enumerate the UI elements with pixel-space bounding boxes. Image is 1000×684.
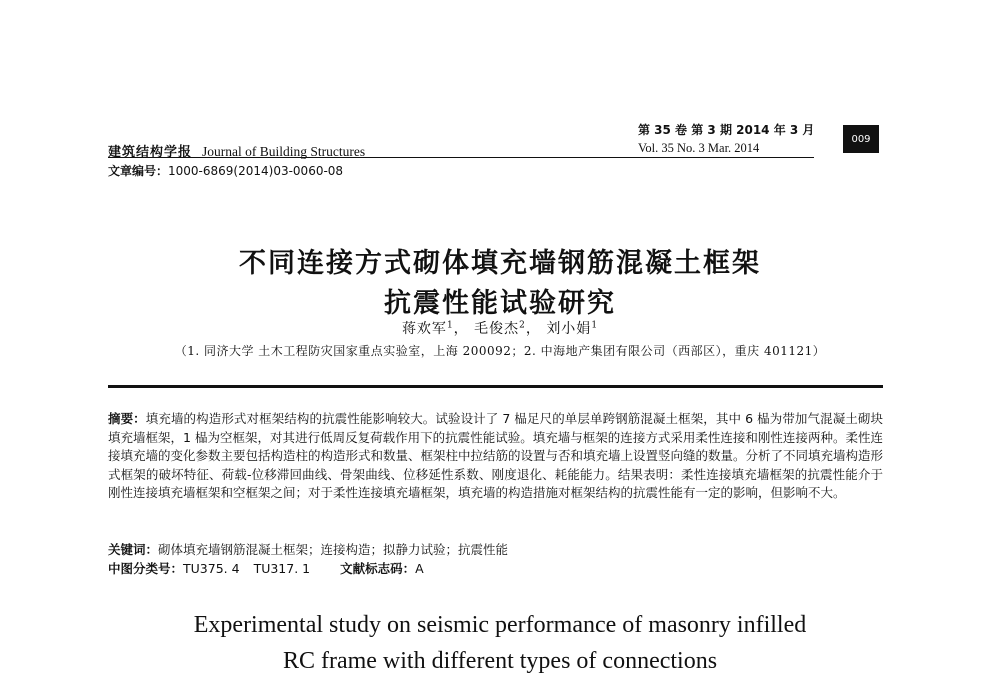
keywords-label: 关键词： (108, 542, 159, 557)
author-2: 毛俊杰 (474, 321, 520, 337)
title-en-line-1: Experimental study on seismic performance of masonry infilled (193, 612, 807, 638)
issue-info-cn: 第 35 卷 第 3 期 2014 年 3 月 (638, 123, 815, 137)
page-number-badge: 009 (843, 125, 879, 153)
doc-code-label: 文献标志码： (340, 561, 416, 576)
keywords-text: 砌体填充墙钢筋混凝土框架；连接构造；拟静力试验；抗震性能 (158, 542, 509, 557)
journal-name-cn: 建筑结构学报 (108, 145, 193, 160)
affiliations: （1. 同济大学 土木工程防灾国家重点实验室，上海 200092；2. 中海地产集团有限公司（西部区），重庆 401121） (174, 344, 826, 358)
issue-info-en: Vol. 35 No. 3 Mar. 2014 (638, 141, 760, 155)
article-number-label: 文章编号： (108, 164, 169, 178)
title-cn-line-2: 抗震性能试验研究 (384, 288, 616, 319)
author-3-affil: 1 (591, 320, 599, 331)
author-2-affil: 2 (519, 320, 526, 331)
journal-name-en: Journal of Building Structures (202, 144, 366, 159)
keywords (108, 540, 508, 558)
section-divider (108, 385, 883, 388)
issue-info (638, 121, 814, 157)
article-number-value: 1000-6869(2014)03-0060-08 (168, 164, 344, 178)
abstract-text: 填充墙的构造形式对框架结构的抗震性能影响较大。试验设计了 7 榀足尺的单层单跨钢筋混凝土框架，其中 6 榀为带加气混凝土砌块填充墙框架，1 榀为空框架，对其进行低周反复荷载作用下的抗震性能试验。填充墙与框架的连接方式采用柔性连接和刚性连接两种。柔性连接填充墙的变化参数主要包括构造柱的构造形式和数量、框架柱中拉结筋的设置与否和填充墙上设置竖向缝的数量。分析了不同填充墙构造形式框架的破坏特征、荷载-位移滞回曲线、骨架曲线、位移延性系数、刚度退化、耗能能力。结果表明：柔性连接填充墙框架的抗震性能介于刚性连接填充墙框架和空框架之间；对于柔性连接填充墙框架，填充墙的构造措施对框架结构的抗震性能有一定的影响，但影响不大。 (108, 411, 884, 500)
author-separator: ， (453, 321, 469, 337)
author-3: 刘小娟 (546, 321, 592, 337)
author-1-affil: 1 (446, 320, 454, 331)
header-rule (108, 157, 814, 158)
clc-code-2: TU317. 1 (253, 561, 311, 576)
abstract (108, 410, 883, 503)
classification (108, 559, 424, 577)
clc-label: 中图分类号： (108, 561, 184, 576)
doc-code-value: A (415, 561, 424, 576)
article-number (108, 162, 343, 179)
author-separator: ， (525, 321, 541, 337)
title-cn-line-1: 不同连接方式砌体填充墙钢筋混凝土框架 (239, 248, 761, 279)
clc-code-1: TU375. 4 (183, 561, 240, 576)
author-list (0, 318, 1000, 338)
title-en-line-2: RC frame with different types of connections (282, 648, 718, 674)
author-1: 蒋欢军 (401, 321, 447, 337)
abstract-label: 摘要： (108, 411, 146, 426)
